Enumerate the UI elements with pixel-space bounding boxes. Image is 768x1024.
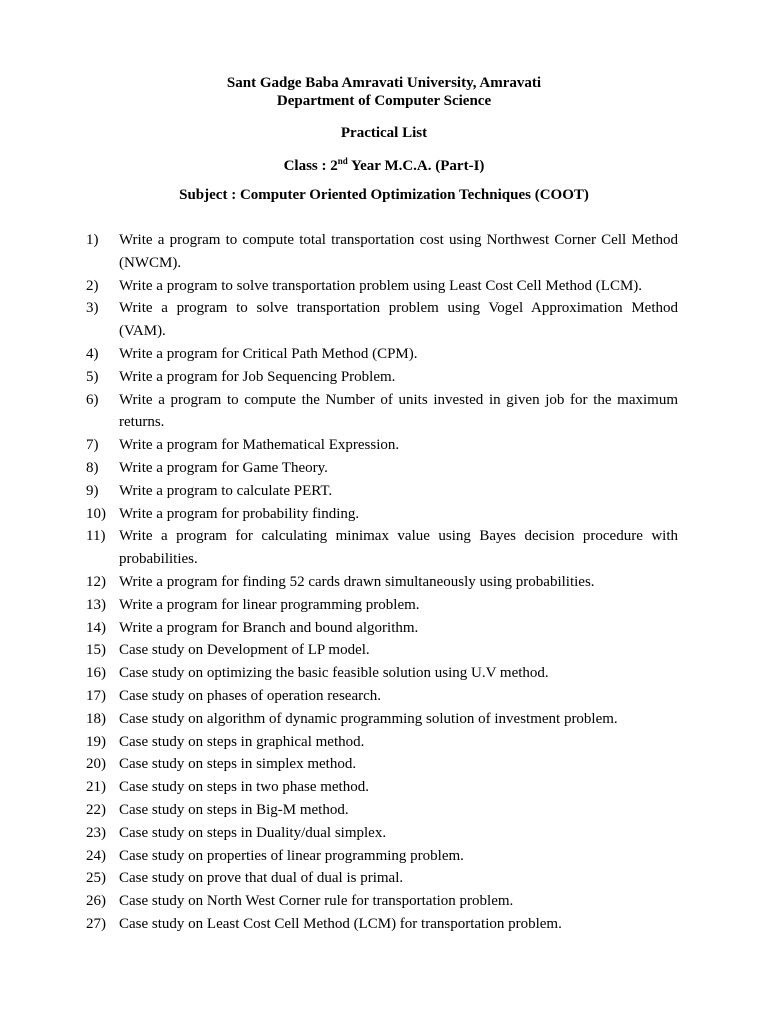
list-item [86,366,678,389]
list-item [86,480,678,503]
list-item-text: Write a program for Critical Path Method (CPM). [119,345,418,362]
list-item-number: 15) [86,642,106,659]
list-item-text: Case study on properties of linear programming problem. [119,847,464,864]
list-item-number: 10) [86,505,106,522]
list-item [86,890,678,913]
list-item [86,913,678,936]
list-item-number: 7) [86,437,99,454]
list-item-text: Case study on steps in two phase method. [119,779,369,796]
list-item-number: 11) [86,528,106,545]
list-item [86,594,678,617]
list-item-text: Write a program to compute total transportation cost using Northwest Corner Cell Method (NWCM). [119,232,678,271]
list-item-number: 12) [86,573,106,590]
list-item [86,731,678,754]
list-item [86,457,678,480]
list-item-text: Write a program for Job Sequencing Problem. [119,368,396,385]
list-item-number: 21) [86,779,106,796]
list-item [86,845,678,868]
list-item-text: Case study on optimizing the basic feasible solution using U.V method. [119,665,549,682]
list-item [86,571,678,594]
list-item [86,434,678,457]
list-item-text: Case study on Least Cost Cell Method (LCM) for transportation problem. [119,915,562,932]
list-item [86,617,678,640]
subject-line: Subject : Computer Oriented Optimization Techniques (COOT) [179,187,589,203]
list-item-number: 1) [86,232,99,248]
list-item-text: Case study on North West Corner rule for transportation problem. [119,893,514,910]
list-item-text: Write a program to solve transportation problem using Least Cost Cell Method (LCM). [119,277,643,294]
list-item-number: 16) [86,665,106,682]
list-item-number: 24) [86,847,106,864]
list-item [86,297,678,343]
practical-list-title: Practical List [340,125,428,141]
list-item [86,275,678,298]
list-item-number: 23) [86,824,106,841]
list-item-text: Write a program for finding 52 cards drawn simultaneously using probabilities. [119,573,595,590]
list-item-text: Case study on algorithm of dynamic programming solution of investment problem. [119,710,618,727]
practical-list [86,229,678,936]
list-item-text: Case study on steps in simplex method. [119,756,357,773]
list-item-text: Write a program for Game Theory. [119,459,328,476]
list-item-number: 6) [86,391,99,408]
list-item-text: Write a program for Branch and bound algorithm. [119,619,419,636]
list-item-number: 18) [86,710,106,727]
list-item [86,822,678,845]
list-item [86,867,678,890]
list-item-number: 20) [86,756,106,773]
list-item-number: 27) [86,915,106,932]
list-item [86,343,678,366]
list-item-text: Write a program to compute the Number of units invested in given job for the maximum returns. [119,391,678,431]
list-item-number: 3) [86,300,99,317]
list-item [86,389,678,435]
list-item-text: Write a program to calculate PERT. [119,482,333,499]
class-prefix: Class : 2 [283,158,338,174]
list-item-text: Write a program to solve transportation problem using Vogel Approximation Method (VAM). [119,300,678,340]
list-item-number: 4) [86,345,99,362]
department-name: Department of Computer Science [276,93,492,109]
list-item-number: 22) [86,801,106,818]
list-item [86,753,678,776]
list-item-number: 5) [86,368,99,385]
list-item-text: Write a program for linear programming problem. [119,596,420,613]
class-superscript: nd [337,156,348,166]
university-name: Sant Gadge Baba Amravati University, Amravati [226,75,542,91]
list-item [86,708,678,731]
list-item-number: 9) [86,482,99,499]
list-item-number: 19) [86,733,106,750]
list-item [86,799,678,822]
class-line [0,157,768,175]
list-item [86,229,678,275]
list-item [86,503,678,526]
list-item [86,685,678,708]
list-item-number: 25) [86,870,106,887]
list-item-text: Write a program for probability finding. [119,505,360,522]
list-item [86,639,678,662]
list-item-number: 8) [86,459,99,476]
list-item-text: Write a program for Mathematical Expression. [119,437,400,454]
list-item-text: Case study on steps in graphical method. [119,733,365,750]
list-item [86,776,678,799]
list-item-number: 14) [86,619,106,636]
list-item-number: 17) [86,687,106,704]
list-item-text: Case study on prove that dual of dual is primal. [119,870,404,887]
list-item-text: Case study on steps in Big-M method. [119,801,349,818]
list-item-text: Case study on Development of LP model. [119,642,370,659]
list-item-text: Write a program for calculating minimax value using Bayes decision procedure with probabilities. [119,528,678,568]
list-item-text: Case study on phases of operation research. [119,687,382,704]
list-item-text: Case study on steps in Duality/dual simplex. [119,824,387,841]
class-suffix: Year M.C.A. (Part-I) [347,158,485,174]
document-header [0,74,768,110]
list-item-number: 2) [86,277,99,294]
list-item [86,525,678,571]
list-item-number: 26) [86,893,106,910]
list-item-number: 13) [86,596,106,613]
list-item [86,662,678,685]
